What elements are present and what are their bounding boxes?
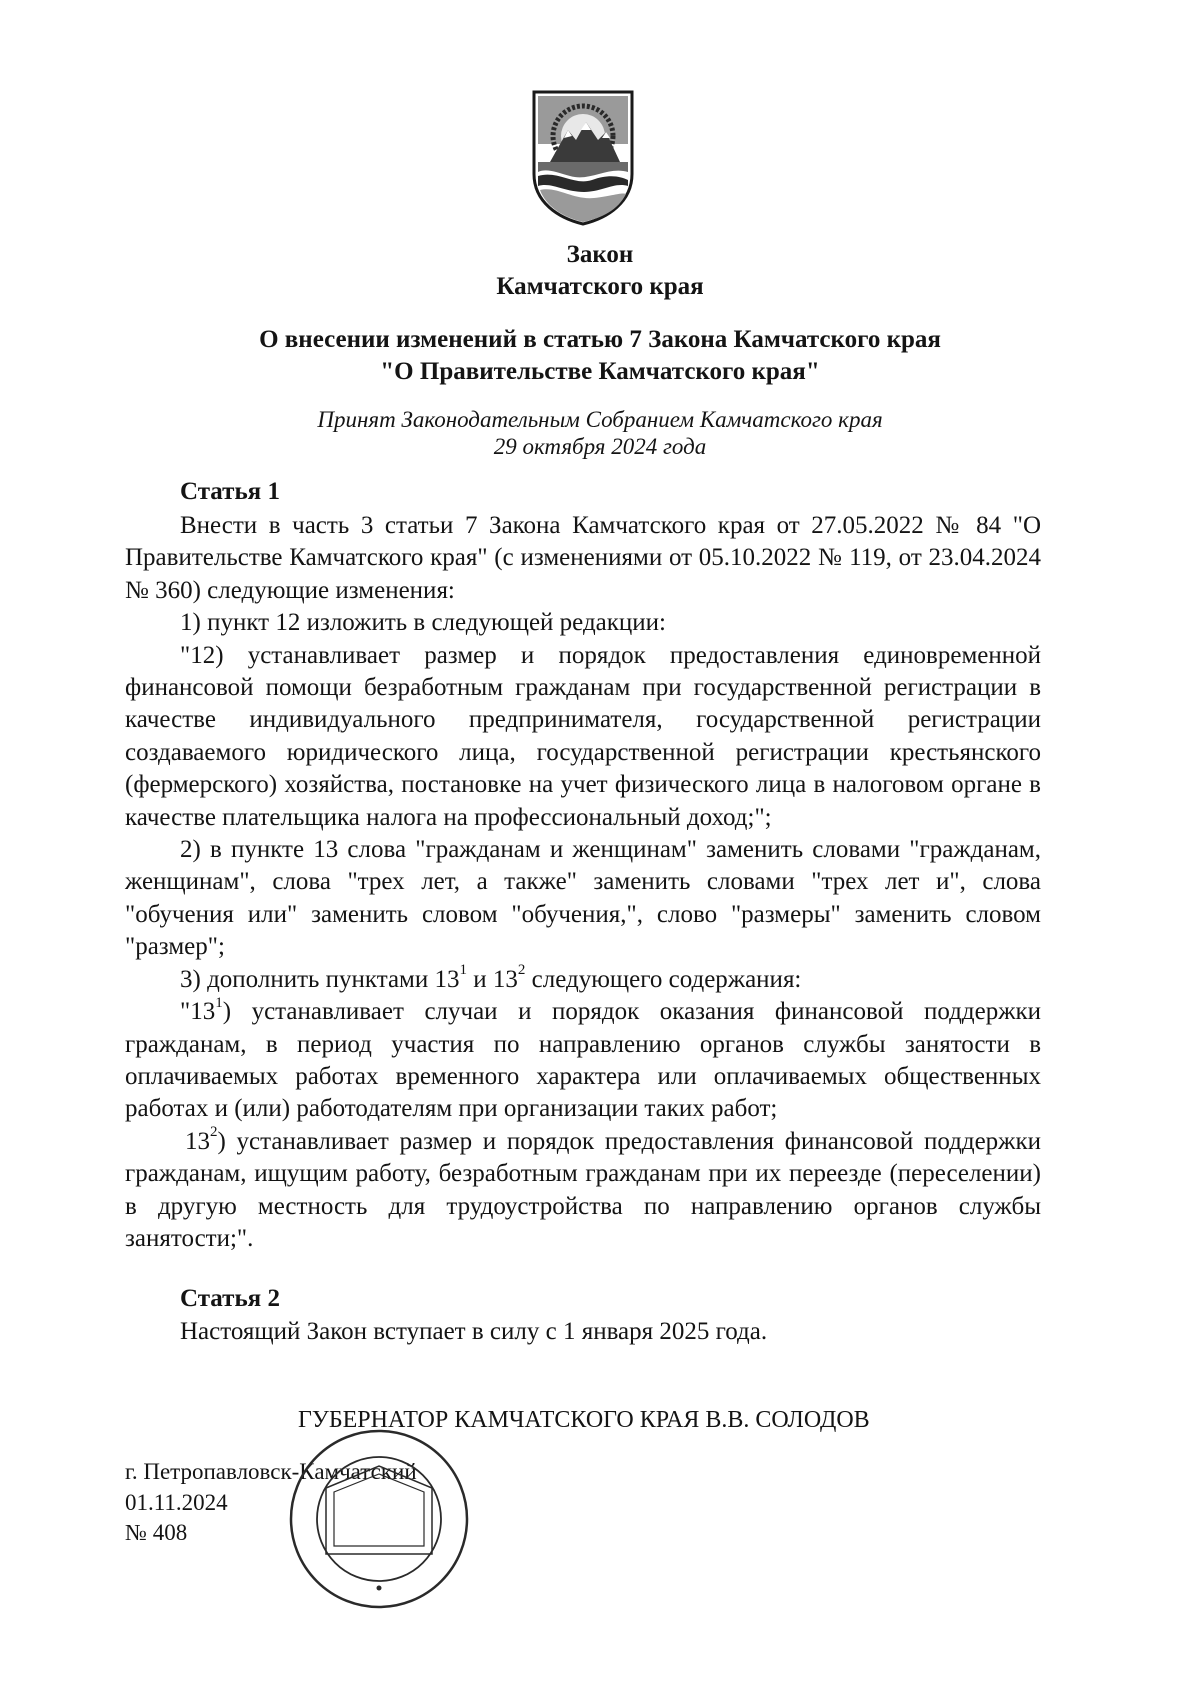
article-1-intro: Внести в часть 3 статьи 7 Закона Камчатского края от 27.05.2022 № 84 "О Правительстве Камчатского края" (с изменениями от 05.10.2022 № 119, от 23.04.2024 № 360) следующие изменения:: [125, 512, 1041, 604]
article-2-title: Статья 2: [180, 1285, 280, 1312]
signing-date: 01.11.2024: [125, 1490, 228, 1515]
article-1-point-13-1: "$13^1$) устанавливает случаи и порядок оказания финансовой поддержки гражданам, в период участия по направлению органов службы занятости в оплачиваемых работах временного характера или оплачиваемых общественных работах и (или) работодателям при организации таких работ;: [125, 994, 1041, 1123]
governor-signature: ГУБЕРНАТОР КАМЧАТСКОГО КРАЯ В.В. СОЛОДОВ: [298, 1407, 870, 1433]
article-1-body: [125, 510, 1041, 1255]
adopted-date: 29 октября 2024 года: [493, 434, 707, 459]
article-1-title: Статья 1: [180, 478, 280, 505]
article-1-item-1: 1) пункт 12 изложить в следующей редакции:: [180, 609, 666, 637]
document-title-line-1: О внесении изменений в статью 7 Закона Камчатского края: [259, 326, 941, 353]
document-title-line-2: "О Правительстве Камчатского края": [380, 358, 820, 385]
article-1-point-13-2: $13^2$) устанавливает размер и порядок предоставления финансовой поддержки гражданам, ищущим работу, безработным гражданам при их переезде (переселении) в другую местность для трудоустройства по направлению органов службы занятости;".: [125, 1124, 1041, 1252]
article-1-item-2: 2) в пункте 13 слова "гражданам и женщинам" заменить словами "гражданам, женщинам", слова "трех лет, а также" заменить словами "трех лет и", слова "обучения или" заменить словом "обучения,", слово "размеры" заменить словом "размер";: [125, 836, 1041, 961]
article-1-item-3: 3) дополнить пунктами $13^1$ и $13^2$ следующего содержания:: [180, 962, 802, 993]
signing-place: г. Петропавловск-Камчатский: [125, 1459, 417, 1484]
law-number: № 408: [125, 1520, 188, 1545]
coat-of-arms-emblem: [528, 88, 638, 228]
article-2-text: Настоящий Закон вступает в силу с 1 января 2025 года.: [180, 1318, 768, 1345]
document-type: Закон: [566, 241, 634, 268]
official-seal-stamp: [286, 1426, 472, 1612]
article-1-item-1-text: "12) устанавливает размер и порядок предоставления единовременной финансовой помощи безработным гражданам при государственной регистрации в качестве индивидуального предпринимателя, государственной регистрации создаваемого юридического лица, государственной регистрации крестьянского (фермерского) хозяйства, постановке на учет физического лица в налоговом органе в качестве плательщика налога на профессиональный доход;";: [125, 641, 1041, 831]
adopted-by: Принят Законодательным Собранием Камчатского края: [317, 407, 883, 432]
document-issuer: Камчатского края: [496, 273, 704, 300]
